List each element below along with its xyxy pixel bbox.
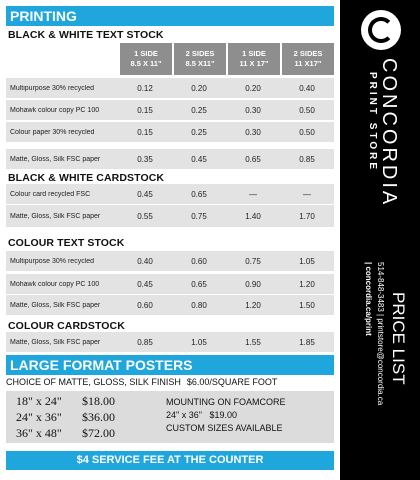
price-cell: 0.30 bbox=[245, 127, 261, 137]
price-cell: 1.55 bbox=[245, 337, 261, 347]
section-bw-text-stock: BLACK & WHITE TEXT STOCK bbox=[8, 29, 164, 41]
brand-panel bbox=[340, 0, 420, 480]
price-cell: 0.25 bbox=[191, 105, 207, 115]
price-cell: 0.20 bbox=[245, 83, 261, 93]
row-label: Matte, Gloss, Silk FSC paper bbox=[10, 301, 101, 309]
price-cell: 0.50 bbox=[299, 127, 315, 137]
price-cell: 0.20 bbox=[191, 83, 207, 93]
price-cell: 0.45 bbox=[137, 189, 153, 199]
price-cell: 0.15 bbox=[137, 105, 153, 115]
price-cell: 1.05 bbox=[299, 256, 315, 266]
table-row bbox=[6, 332, 334, 352]
price-cell: 0.85 bbox=[299, 154, 315, 164]
column-header: 1 SIDE 8.5 X 11" bbox=[120, 43, 172, 75]
brand-subtitle: PRINT STORE bbox=[367, 72, 378, 173]
row-label: Mohawk colour copy PC 100 bbox=[10, 280, 100, 288]
concordia-logo-icon bbox=[361, 10, 401, 50]
row-label: Matte, Gloss, Silk FSC paper bbox=[10, 338, 101, 346]
row-label: Multipurpose 30% recycled bbox=[10, 257, 95, 265]
price-cell: 0.75 bbox=[245, 256, 261, 266]
price-cell: 0.80 bbox=[191, 300, 207, 310]
price-cell: 1.85 bbox=[299, 337, 315, 347]
price-cell: 0.65 bbox=[191, 189, 207, 199]
row-label: Colour paper 30% recycled bbox=[10, 128, 95, 136]
table-row bbox=[6, 100, 334, 120]
row-label: Multipurpose 30% recycled bbox=[10, 84, 95, 92]
foamcore-price: 24" x 36" $19.00 bbox=[166, 410, 237, 420]
row-label: Matte, Gloss, Silk FSC paper bbox=[10, 155, 101, 163]
price-cell: 0.75 bbox=[191, 211, 207, 221]
price-cell: 0.60 bbox=[137, 300, 153, 310]
price-cell: 0.85 bbox=[137, 337, 153, 347]
contact-info: 514-848-3483 | printstore@concordia.ca bbox=[376, 262, 385, 406]
table-row bbox=[6, 78, 334, 98]
poster-size-item: 24" x 36" $36.00 bbox=[16, 410, 115, 424]
row-label: Mohawk colour copy PC 100 bbox=[10, 106, 100, 114]
table-row bbox=[6, 251, 334, 271]
price-cell: — bbox=[249, 189, 257, 199]
price-cell: 0.65 bbox=[191, 279, 207, 289]
price-cell: 0.50 bbox=[299, 105, 315, 115]
price-cell: 1.50 bbox=[299, 300, 315, 310]
price-cell: 0.40 bbox=[299, 83, 315, 93]
price-cell: 0.60 bbox=[191, 256, 207, 266]
price-cell: 1.40 bbox=[245, 211, 261, 221]
large-format-header: LARGE FORMAT POSTERS bbox=[6, 355, 334, 375]
price-cell: 1.20 bbox=[245, 300, 261, 310]
poster-size-item: 36" x 48" $72.00 bbox=[16, 426, 115, 440]
table-row bbox=[6, 122, 334, 142]
price-cell: 0.35 bbox=[137, 154, 153, 164]
column-header: 2 SIDES 8.5 X11" bbox=[174, 43, 226, 75]
column-header: 1 SIDE 11 X 17" bbox=[228, 43, 280, 75]
price-cell: 0.65 bbox=[245, 154, 261, 164]
price-cell: — bbox=[303, 189, 311, 199]
foamcore-title: MOUNTING ON FOAMCORE bbox=[166, 397, 286, 407]
table-row bbox=[6, 184, 334, 204]
finish-choice: CHOICE OF MATTE, GLOSS, SILK FINISH $6.00/SQUARE FOOT bbox=[6, 377, 278, 387]
price-cell: 0.90 bbox=[245, 279, 261, 289]
price-cell: 0.30 bbox=[245, 105, 261, 115]
price-cell: 0.55 bbox=[137, 211, 153, 221]
price-cell: 0.25 bbox=[191, 127, 207, 137]
price-cell: 0.40 bbox=[137, 256, 153, 266]
section-colour-cardstock: COLOUR CARDSTOCK bbox=[8, 320, 125, 332]
row-label: Matte, Gloss, Silk FSC paper bbox=[10, 212, 101, 220]
poster-size-item: 18" x 24" $18.00 bbox=[16, 394, 115, 408]
price-cell: 0.15 bbox=[137, 127, 153, 137]
price-cell: 1.20 bbox=[299, 279, 315, 289]
custom-sizes-note: CUSTOM SIZES AVAILABLE bbox=[166, 423, 283, 433]
printing-header: PRINTING bbox=[6, 6, 334, 26]
website-link[interactable]: | concordia.ca/print bbox=[364, 262, 373, 336]
price-cell: 0.45 bbox=[137, 279, 153, 289]
brand-name: CONCORDIA bbox=[378, 58, 400, 208]
price-cell: 1.70 bbox=[299, 211, 315, 221]
price-list-title: PRICE LIST bbox=[389, 292, 408, 385]
table-row bbox=[6, 149, 334, 169]
column-header-row bbox=[6, 43, 334, 75]
row-label: Colour card recycled FSC bbox=[10, 190, 91, 198]
table-row bbox=[6, 295, 334, 315]
section-colour-text-stock: COLOUR TEXT STOCK bbox=[8, 237, 125, 249]
poster-sizes-box bbox=[6, 391, 334, 443]
service-fee-banner: $4 SERVICE FEE AT THE COUNTER bbox=[6, 451, 334, 470]
table-row bbox=[6, 205, 334, 227]
section-bw-cardstock: BLACK & WHITE CARDSTOCK bbox=[8, 172, 165, 184]
price-cell: 0.12 bbox=[137, 83, 153, 93]
column-header: 2 SIDES 11 X17" bbox=[282, 43, 334, 75]
price-cell: 1.05 bbox=[191, 337, 207, 347]
table-row bbox=[6, 274, 334, 294]
price-cell: 0.45 bbox=[191, 154, 207, 164]
square-foot-price: $6.00/SQUARE FOOT bbox=[186, 377, 278, 387]
